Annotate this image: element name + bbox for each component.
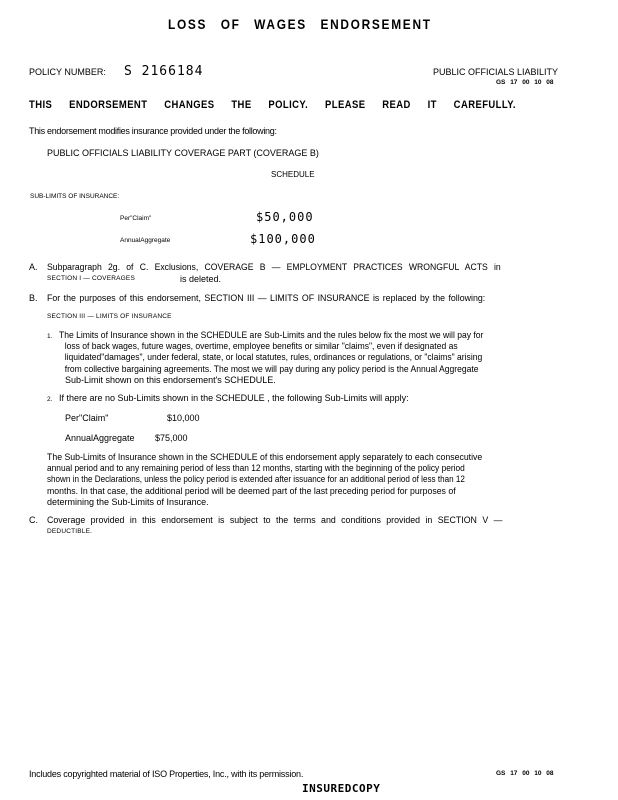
- item1-paragraph: [59, 330, 579, 386]
- endorsement-notice: THIS ENDORSEMENT CHANGES THE POLICY. PLEASE READ IT CAREFULLY.: [29, 99, 516, 111]
- schedule-heading: SCHEDULE: [271, 170, 315, 179]
- schedule-aggregate-label: AnnualAggregate: [120, 237, 171, 244]
- intro-text: This endorsement modifies insurance provided under the following:: [29, 126, 277, 136]
- coverage-line: PUBLIC OFFICIALS LIABILITY: [433, 67, 559, 77]
- item2-number: 2.: [47, 396, 53, 403]
- closing-line: annual period and to any remaining period of less than 12 months, starting with the beginning of the policy period: [47, 463, 465, 474]
- item2-per-claim-value: $10,000: [167, 413, 200, 423]
- section-b-subheading: SECTION III — LIMITS OF INSURANCE: [47, 313, 172, 320]
- item1-line: liquidated"damages", under federal, state, or local statutes, rules, ordinances or regulations, or "claims" arising: [64, 352, 483, 363]
- section-c-line1: Coverage provided in this endorsement is subject to the terms and conditions provided in SECTION V —: [47, 515, 503, 525]
- schedule-per-claim-label: Per"Claim": [120, 215, 152, 222]
- page-title: LOSS OF WAGES ENDORSEMENT: [168, 16, 432, 32]
- section-b-line1: For the purposes of this endorsement, SECTION III — LIMITS OF INSURANCE is replaced by the following:: [47, 293, 486, 303]
- policy-number-value: S 2166184: [124, 64, 204, 79]
- item2-aggregate-label: AnnualAggregate: [65, 433, 135, 443]
- section-a-line1: Subparagraph 2g. of C. Exclusions, COVERAGE B — EMPLOYMENT PRACTICES WRONGFUL ACTS in: [47, 262, 501, 272]
- schedule-per-claim-value: $50,000: [256, 210, 314, 224]
- closing-line: shown in the Declarations, unless the policy period is extended after issuance for an additional period of less than 12: [47, 474, 465, 485]
- schedule-aggregate-value: $100,000: [250, 232, 316, 246]
- closing-line: The Sub-Limits of Insurance shown in the SCHEDULE of this endorsement apply separately to each consecutive: [47, 452, 483, 462]
- item2-line: If there are no Sub-Limits shown in the SCHEDULE , the following Sub-Limits will apply:: [59, 393, 409, 403]
- closing-line: determining the Sub-Limits of Insurance.: [47, 496, 209, 507]
- policy-number-label: POLICY NUMBER:: [29, 67, 106, 77]
- item1-number: 1.: [47, 333, 53, 340]
- item1-line: loss of back wages, future wages, overtime, employee benefits or similar "claims", even if designated as: [64, 341, 458, 352]
- coverage-part: PUBLIC OFFICIALS LIABILITY COVERAGE PART (COVERAGE B): [47, 148, 319, 158]
- footer-copyright: Includes copyrighted material of ISO Properties, Inc., with its permission.: [29, 769, 304, 779]
- section-a-line2-ref: SECTION I — COVERAGES: [47, 275, 135, 282]
- form-number-bottom: GS 17 00 10 08: [496, 770, 554, 777]
- closing-paragraph: [47, 452, 577, 508]
- sublimits-label: SUB-LIMITS OF INSURANCE:: [30, 193, 120, 200]
- section-c-letter: C.: [29, 515, 38, 525]
- item1-line: from collective bargaining agreements. The most we will pay during any policy period is the Annual Aggregate: [64, 363, 479, 374]
- insured-copy-label: INSUREDCOPY: [302, 782, 381, 795]
- section-c-line2: DEDUCTIBLE.: [47, 528, 93, 535]
- item1-line: Sub-Limit shown on this endorsement's SCHEDULE.: [65, 374, 276, 385]
- form-number-top: GS 17 00 10 08: [496, 79, 554, 86]
- section-a-line2-end: is deleted.: [180, 274, 222, 284]
- section-a-letter: A.: [29, 262, 38, 272]
- item2-per-claim-label: Per"Claim": [65, 413, 109, 423]
- item1-line: The Limits of Insurance shown in the SCHEDULE are Sub-Limits and the rules below fix the most we will pay for: [59, 330, 484, 340]
- section-b-letter: B.: [29, 293, 38, 303]
- closing-line: months. In that case, the additional period will be deemed part of the last preceding period for purposes of: [47, 485, 456, 496]
- item2-aggregate-value: $75,000: [155, 433, 188, 443]
